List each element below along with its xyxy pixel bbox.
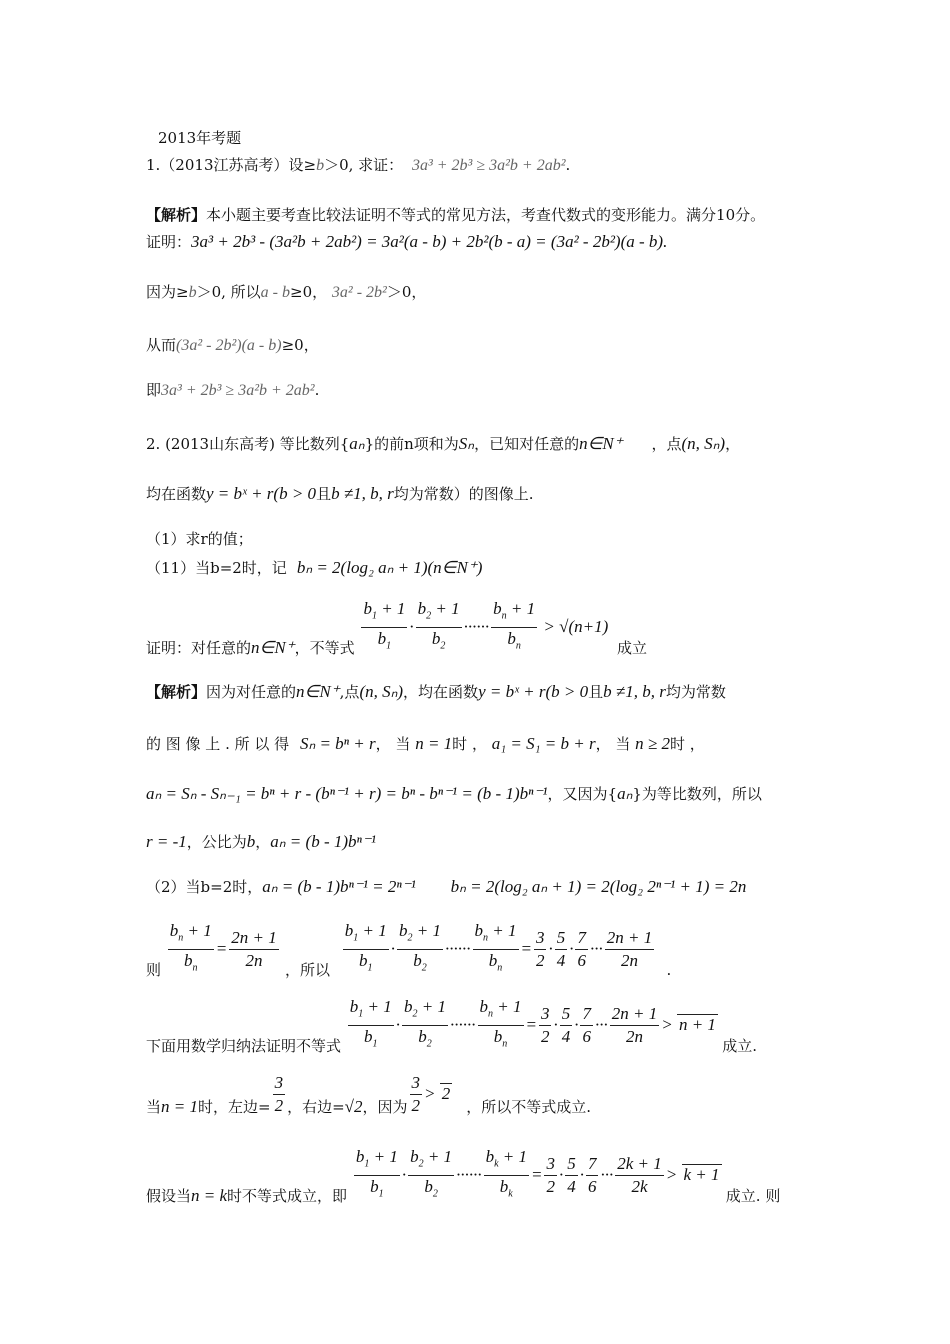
problem-1-gt0: ＞0, 求证： bbox=[324, 156, 404, 174]
s2-l2-c: 时 ， bbox=[452, 735, 487, 753]
s2-l2-a: 的 图 像 上 . 所 以 得 bbox=[146, 735, 290, 753]
solution-2-line-6 bbox=[146, 920, 671, 980]
s2-l8-a: 当 bbox=[146, 1098, 162, 1117]
problem-2-line-2 bbox=[146, 484, 534, 504]
s2-l8-sqrt2: √2 bbox=[344, 1097, 363, 1117]
solution-1-because bbox=[146, 282, 426, 303]
s2-l8-c: ，右边= bbox=[287, 1098, 345, 1117]
section-title: 2013年考题 bbox=[158, 129, 242, 147]
proof-expression: 3a³ + 2b³ - (3a²b + 2ab²) = 3a²(a - b) + 2b²(b - a) = (3a² - 2b²)(a - b). bbox=[191, 232, 668, 251]
ie-expression: 3a³ + 2b³ ≥ 3a²b + 2ab² bbox=[161, 382, 315, 399]
solution-2-line-5 bbox=[146, 877, 746, 897]
s2-l9-b: 时不等式成立，即 bbox=[227, 1186, 348, 1205]
s2-l6-ratio: $\frac{b_n + 1}{b_n}$ = $\frac{2n + 1}{2n}$ bbox=[169, 921, 277, 974]
s2-l2-a1: a₁ = S₁ = b + r bbox=[491, 734, 596, 753]
p2-q3-n: n∈N⁺ bbox=[251, 637, 295, 657]
s2-l8-e: ，所以不等式成立. bbox=[466, 1098, 592, 1117]
solution-1-ie bbox=[146, 380, 319, 401]
s2-l4-a: ，公比为 bbox=[186, 833, 247, 851]
s2-l2-e: 时 ， bbox=[670, 735, 705, 753]
solution-1-proof bbox=[146, 232, 667, 252]
problem-1-label: 1.（2013江苏高考）设≥ bbox=[146, 156, 317, 174]
p2-q3-end: 成立 bbox=[617, 638, 648, 657]
p2-l2-c: b ≠1, b, r bbox=[331, 484, 394, 503]
s2-l6-product: $\frac{b_1 + 1}{b_1}$ · $\frac{b_2 + 1}{b_2}$ ······ $\frac{b_n + 1}{b_n}$ = $\frac{3}{2}$ · $\frac{5}{4}$ · $\frac{7}{6}$ ··· $\frac{2n + 1}{2n}$ bbox=[344, 921, 653, 974]
p2-l1-c: ，已知对任意的 bbox=[474, 435, 580, 453]
p2-l1-d: ，点 bbox=[651, 435, 682, 453]
s2-l1-d: 且 bbox=[588, 683, 604, 701]
s2-l2-b: ， 当 bbox=[375, 735, 411, 753]
proof-label: 证明： bbox=[146, 233, 192, 251]
p2-q3-product: $\frac{b_1 + 1}{b_1}$ · $\frac{b_2 + 1}{b_2}$ ······ $\frac{b_n + 1}{b_n}$ bbox=[363, 599, 536, 652]
s2-l8-b: 时，左边= bbox=[198, 1098, 271, 1117]
solution-2-line-2 bbox=[146, 734, 705, 754]
s2-l6-then: 则 bbox=[146, 960, 162, 979]
s2-l9-end: 成立. 则 bbox=[725, 1186, 781, 1205]
p2-l1-an: aₙ bbox=[349, 434, 365, 453]
s2-l5-a: （2）当b=2时， bbox=[146, 878, 263, 896]
p2-l1-Sn: Sₙ bbox=[458, 434, 475, 453]
problem-2-line-1 bbox=[146, 434, 740, 454]
s2-l9-nk: n = k bbox=[191, 1185, 228, 1205]
p2-l2-a: 均在函数 bbox=[146, 485, 207, 503]
s2-l4-r: r = -1 bbox=[146, 832, 187, 851]
s2-l3-expression: aₙ = Sₙ - Sₙ₋₁ = bⁿ + r - (bⁿ⁻¹ + r) = bⁿ - bⁿ⁻¹ = (b - 1)bⁿ⁻¹ bbox=[146, 784, 548, 803]
p2-l1-e: ， bbox=[725, 435, 741, 453]
solution-2-line-9 bbox=[146, 1146, 780, 1206]
because-gt0: ＞0， bbox=[386, 283, 427, 301]
s2-l6-so: ，所以 bbox=[285, 960, 331, 979]
because-prefix: 因为≥ bbox=[146, 283, 189, 301]
p2-l1-b: }的前n项和为 bbox=[364, 435, 459, 453]
s2-l8-n1: n = 1 bbox=[161, 1097, 198, 1117]
p2-l1-point: (n, Sₙ) bbox=[681, 434, 726, 453]
problem-1-b: b bbox=[316, 157, 325, 174]
p2-q3-a: 证明：对任意的 bbox=[146, 638, 252, 657]
solution-1-intro bbox=[146, 205, 765, 225]
s2-l8-left-value: $\frac{3}{2}$ bbox=[274, 1073, 284, 1115]
s2-l8-d: ，因为 bbox=[362, 1098, 408, 1117]
s2-l7-a: 下面用数学归纳法证明不等式 bbox=[146, 1036, 342, 1055]
s2-l1-e: b ≠1, b, r bbox=[603, 682, 666, 701]
problem-2-q2 bbox=[146, 558, 482, 578]
solution-2-line-7 bbox=[146, 996, 757, 1056]
because-expression: 3a² - 2b² bbox=[331, 284, 387, 301]
ie-prefix: 即 bbox=[146, 381, 162, 399]
s2-l1-a: 因为对任意的 bbox=[206, 683, 297, 701]
p2-q3-rhs: > √(n+1) bbox=[543, 616, 609, 636]
problem-1 bbox=[146, 155, 570, 176]
s2-l1-b: ,点 bbox=[339, 683, 360, 701]
s2-l1-n: n∈N⁺ bbox=[296, 682, 340, 701]
solution-2-line-4 bbox=[146, 832, 376, 852]
s2-l3-a: ，又因为{ bbox=[547, 785, 618, 803]
s2-l2-n2: n ≥ 2 bbox=[635, 734, 670, 753]
s2-l1-function: y = bˣ + r(b > 0 bbox=[478, 682, 589, 701]
s2-l3-an: aₙ bbox=[617, 784, 633, 803]
s2-l9-a: 假设当 bbox=[146, 1186, 192, 1205]
s2-l3-b: }为等比数列，所以 bbox=[632, 785, 762, 803]
because-ge0: ≥0， bbox=[290, 283, 328, 301]
s2-l6-end: . bbox=[666, 960, 672, 979]
s2-l8-compare: $\frac{3}{2}$ > 2 bbox=[411, 1073, 451, 1116]
p2-q2-a: （11）当b=2时，记 bbox=[146, 559, 287, 577]
s2-l4-c: ， bbox=[255, 833, 271, 851]
p2-l2-d: 均为常数）的图像上. bbox=[393, 485, 534, 503]
s2-l9-product: $\frac{b_1 + 1}{b_1}$ · $\frac{b_2 + 1}{b_2}$ ······ $\frac{b_k + 1}{b_k}$ = $\frac{3}{2}$ · $\frac{5}{4}$ · $\frac{7}{6}$ ··· $\frac{2k + 1}{2k}$ > k + 1 bbox=[355, 1147, 720, 1200]
p2-q2-bn: bₙ = 2(log₂ aₙ + 1)(n∈N⁺) bbox=[296, 558, 483, 577]
solution-1-thus bbox=[146, 335, 319, 356]
thus-ge0: ≥0， bbox=[281, 336, 319, 354]
because-a-minus-b: a - b bbox=[260, 284, 290, 301]
s2-l7-end: 成立. bbox=[722, 1036, 757, 1055]
s2-l2-Sn: Sₙ = bⁿ + r bbox=[299, 734, 376, 753]
p2-q3-b: ，不等式 bbox=[294, 638, 355, 657]
solution-1-intro-text: 本小题主要考查比较法证明不等式的常见方法，考查代数式的变形能力。满分10分。 bbox=[206, 206, 766, 224]
p2-l2-function: y = bˣ + r(b > 0 bbox=[206, 484, 317, 503]
thus-expression: (3a² - 2b²)(a - b) bbox=[176, 337, 282, 354]
s2-l1-point: (n, Sₙ) bbox=[359, 682, 404, 701]
p2-l1-n: n∈N⁺ bbox=[579, 434, 623, 453]
p2-l1-a: 2. (2013山东高考) 等比数列{ bbox=[146, 435, 350, 453]
solution-2-line-3 bbox=[146, 784, 762, 804]
solution-2-line-8 bbox=[146, 1072, 591, 1117]
s2-l4-b: b bbox=[246, 832, 256, 851]
s2-l5-bn: bₙ = 2(log₂ aₙ + 1) = 2(log₂ 2ⁿ⁻¹ + 1) = 2n bbox=[450, 877, 747, 896]
s2-l2-n1: n = 1 bbox=[415, 734, 453, 753]
s2-l5-an: aₙ = (b - 1)bⁿ⁻¹ = 2ⁿ⁻¹ bbox=[262, 877, 416, 896]
thus-prefix: 从而 bbox=[146, 336, 177, 354]
s2-l2-d: ， 当 bbox=[595, 735, 631, 753]
s2-l1-c: ，均在函数 bbox=[403, 683, 479, 701]
solution-2-tag: 【解析】 bbox=[146, 683, 207, 701]
because-b: b bbox=[188, 284, 197, 301]
s2-l4-an: aₙ = (b - 1)bⁿ⁻¹ bbox=[270, 832, 376, 851]
p2-l2-b: 且 bbox=[316, 485, 332, 503]
because-mid: ＞0, 所以 bbox=[196, 283, 261, 301]
problem-2-q3 bbox=[146, 598, 647, 658]
solution-2-line-1 bbox=[146, 682, 726, 702]
problem-2-q1: （1）求r的值； bbox=[146, 530, 253, 548]
s2-l7-product: $\frac{b_1 + 1}{b_1}$ · $\frac{b_2 + 1}{b_2}$ ······ $\frac{b_n + 1}{b_n}$ = $\frac{3}{2}$ · $\frac{5}{4}$ · $\frac{7}{6}$ ··· $\frac{2n + 1}{2n}$ > n + 1 bbox=[349, 997, 716, 1050]
solution-tag: 【解析】 bbox=[146, 206, 207, 224]
problem-1-inequality: 3a³ + 2b³ ≥ 3a²b + 2ab² bbox=[411, 157, 566, 174]
problem-1-end: . bbox=[565, 156, 571, 174]
ie-end: . bbox=[314, 381, 320, 399]
s2-l1-f: 均为常数 bbox=[665, 683, 726, 701]
